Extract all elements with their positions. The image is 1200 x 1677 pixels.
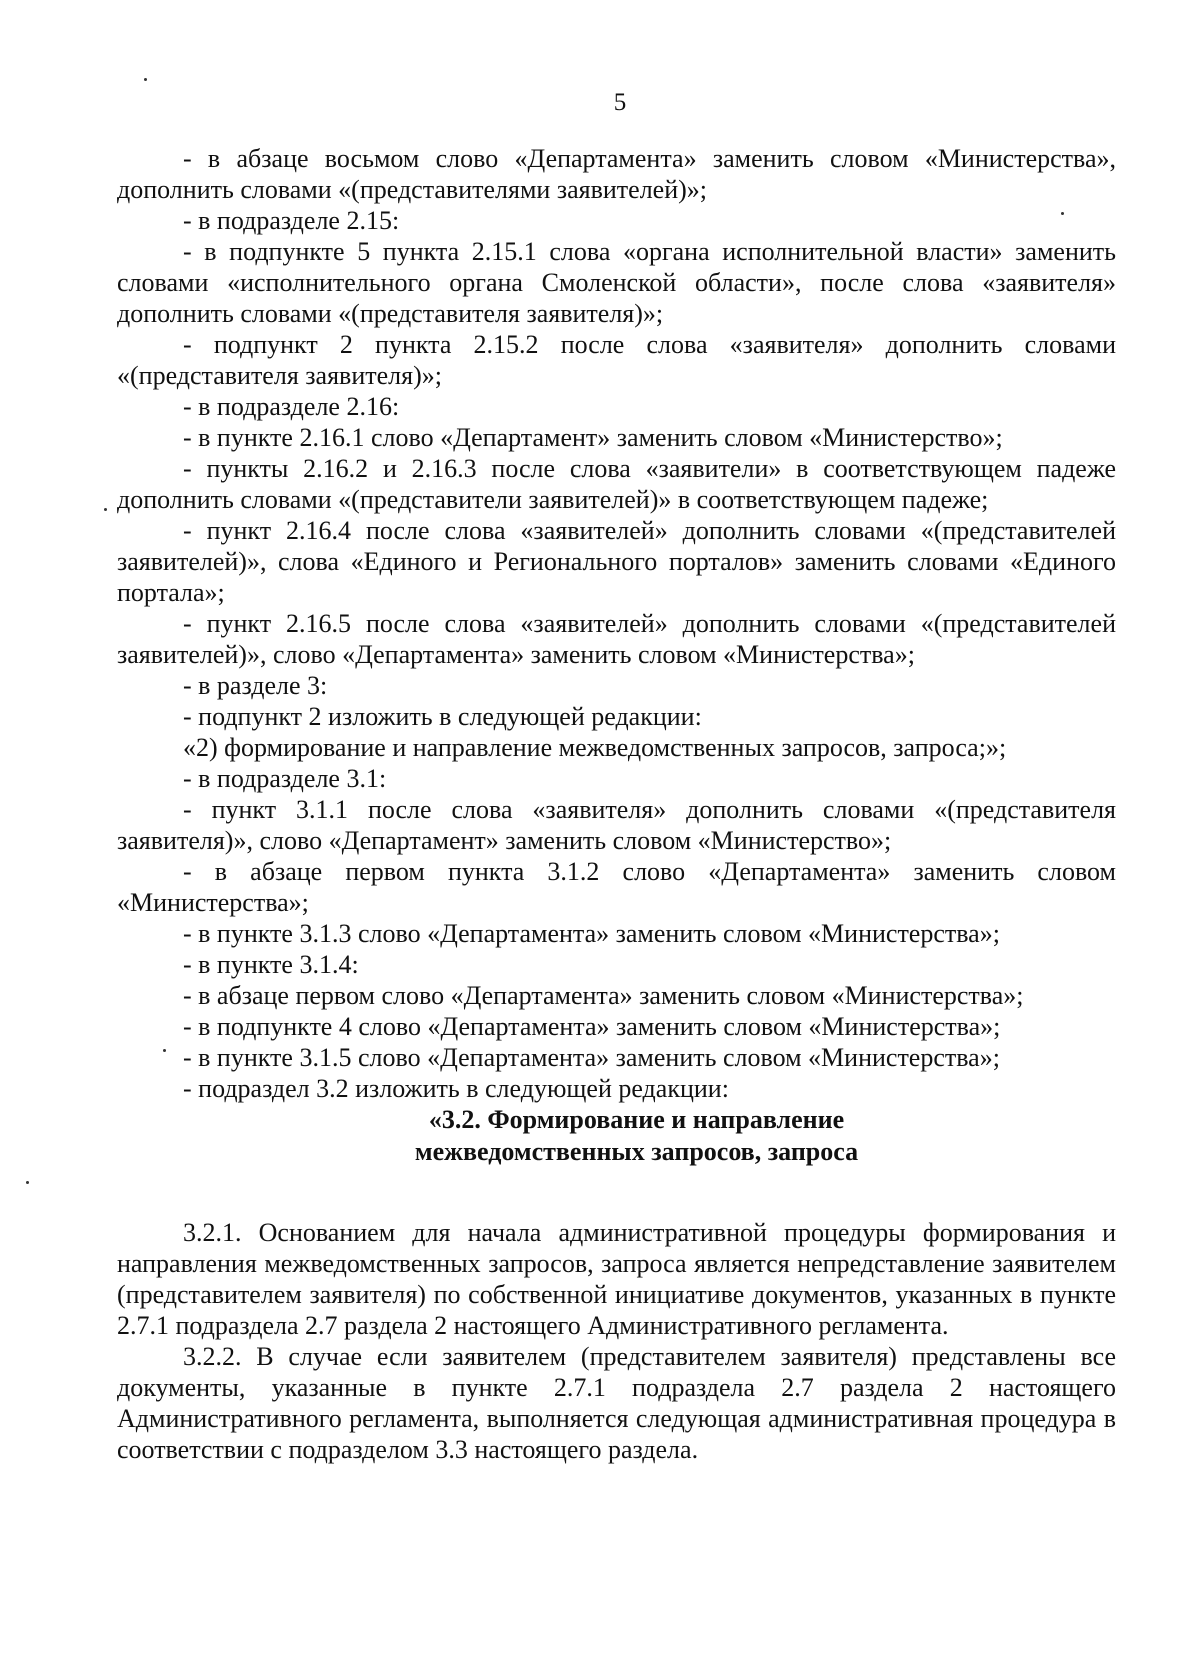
- paragraph: - в подразделе 2.15:: [183, 206, 400, 235]
- paragraph: - в подпункте 4 слово «Департамента» заменить словом «Министерства»;: [183, 1012, 1001, 1041]
- section-heading: [117, 1104, 1116, 1168]
- paragraph: - в пункте 3.1.5 слово «Департамента» заменить словом «Министерства»;: [183, 1043, 1000, 1072]
- paragraph: 3.2.2. В случае если заявителем (представителем заявителя) представлены все документы, указанные в пункте 2.7.1 подраздела 2.7 раздела 2 настоящего Административного регламента, выполняется следующая административная процедура в соответствии с подразделом 3.3 настоящего раздела.: [117, 1342, 1116, 1464]
- paragraph: - в абзаце первом пункта 3.1.2 слово «Департамента» заменить словом «Министерства»;: [117, 857, 1116, 917]
- paragraph: - подпункт 2 изложить в следующей редакции:: [183, 702, 702, 731]
- paragraph: - в разделе 3:: [183, 671, 328, 700]
- paragraph: 3.2.1. Основанием для начала административной процедуры формирования и направления межведомственных запросов, запроса является непредставление заявителем (представителем заявителя) по собственной инициативе документов, указанных в пункте 2.7.1 подраздела 2.7 раздела 2 настоящего Административного регламента.: [117, 1218, 1116, 1340]
- paragraph: - пункты 2.16.2 и 2.16.3 после слова «заявители» в соответствующем падеже дополнить словами «(представители заявителей)» в соответствующем падеже;: [117, 454, 1116, 514]
- page-number: 5: [613, 89, 627, 116]
- scan-speck: [104, 508, 107, 511]
- paragraph: - подпункт 2 пункта 2.15.2 после слова «заявителя» дополнить словами «(представителя заявителя)»;: [117, 330, 1116, 390]
- paragraph: - в подпункте 5 пункта 2.15.1 слова «органа исполнительной власти» заменить словами «исполнительного органа Смоленской области», после слова «заявителя» дополнить словами «(представителя заявителя)»;: [117, 237, 1116, 328]
- paragraph: - в абзаце восьмом слово «Департамента» заменить словом «Министерства», дополнить словами «(представителями заявителей)»;: [117, 144, 1116, 204]
- document-body: [117, 143, 1116, 1465]
- paragraph: «2) формирование и направление межведомственных запросов, запроса;»;: [183, 733, 1007, 762]
- paragraph: - пункт 2.16.5 после слова «заявителей» дополнить словами «(представителей заявителей)», слово «Департамента» заменить словом «Министерства»;: [117, 609, 1116, 669]
- paragraph: - в подразделе 2.16:: [183, 392, 400, 421]
- paragraph: - пункт 2.16.4 после слова «заявителей» дополнить словами «(представителей заявителей)», слова «Единого и Регионального порталов» заменить словами «Единого портала»;: [117, 516, 1116, 607]
- paragraph: - пункт 3.1.1 после слова «заявителя» дополнить словами «(представителя заявителя)», слово «Департамент» заменить словом «Министерство»;: [117, 795, 1116, 855]
- paragraph: - в пункте 2.16.1 слово «Департамент» заменить словом «Министерство»;: [183, 423, 1003, 452]
- paragraph: - в подразделе 3.1:: [183, 764, 387, 793]
- paragraph: - в пункте 3.1.4:: [183, 950, 359, 979]
- section-heading-line: «3.2. Формирование и направление: [428, 1105, 845, 1134]
- scan-speck: [26, 1181, 29, 1184]
- paragraph: - в пункте 3.1.3 слово «Департамента» заменить словом «Министерства»;: [183, 919, 1000, 948]
- paragraph: - подраздел 3.2 изложить в следующей редакции:: [183, 1074, 729, 1103]
- paragraph: - в абзаце первом слово «Департамента» заменить словом «Министерства»;: [183, 981, 1024, 1010]
- scan-speck: [144, 78, 147, 81]
- scan-speck: [163, 1049, 166, 1052]
- section-heading-line: межведомственных запросов, запроса: [414, 1137, 859, 1166]
- scan-speck: [1061, 212, 1064, 215]
